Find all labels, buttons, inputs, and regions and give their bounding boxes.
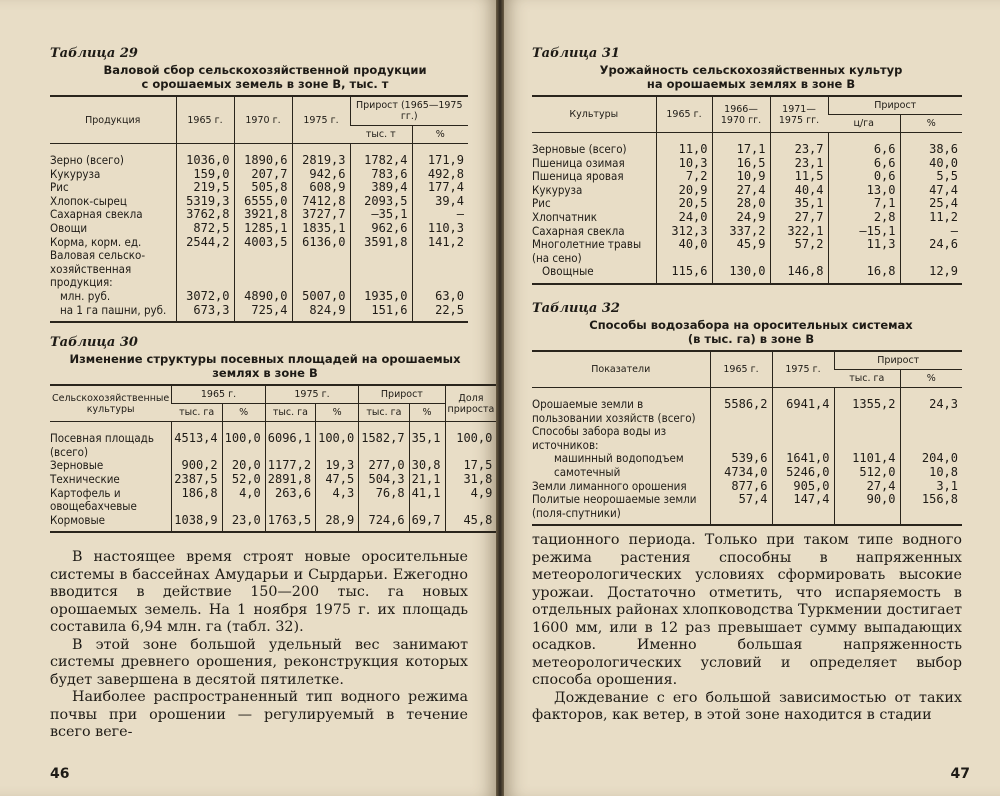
right-page: [504, 0, 1000, 796]
table-31-label: Таблица 31: [532, 46, 620, 61]
table-30-label: Таблица 30: [50, 335, 138, 351]
cell: 608,9: [292, 181, 350, 195]
cell: 1582,7: [359, 422, 409, 460]
table-row: [532, 133, 962, 157]
left-paragraph-1: В настоящее время строят новые оросительные системы в бассейнах Амударьи и Сырдарьи. Ежегодно вводится в действие 150—200 тыс. га новых орошаемых земель. На 1 ноября 1975 г. их площадь составила 6,94 млн. га (табл. 32).: [50, 549, 468, 636]
cell: 312,3: [656, 225, 712, 239]
table-30-title: [50, 352, 480, 380]
cell: 6941,4: [772, 387, 834, 425]
page-number-right: 47: [950, 766, 970, 782]
cell: 673,3: [176, 304, 234, 323]
cell: 4,3: [316, 487, 359, 514]
cell: 16,8: [828, 265, 900, 284]
row-label: Зерновые (всего): [532, 142, 627, 156]
t29-head-growth-pct: %: [412, 126, 468, 144]
cell: 1641,0: [772, 452, 834, 466]
cell: 1935,0: [350, 290, 412, 304]
table-row: [532, 238, 962, 265]
cell: 6,6: [828, 157, 900, 171]
row-label: Картофель и овощебахчевые: [50, 485, 137, 514]
row-label: Пшеница озимая: [532, 155, 625, 170]
table-row: [50, 459, 496, 473]
cell: 905,0: [772, 480, 834, 494]
cell: 872,5: [176, 222, 234, 236]
cell: 63,0: [412, 290, 468, 304]
cell: 31,8: [445, 473, 496, 487]
table-row: [532, 157, 962, 171]
row-label: Орошаемые земли в пользовании хозяйств (всего): [532, 396, 696, 425]
t31-head-growth: Прирост: [828, 96, 962, 115]
cell: 186,8: [172, 487, 222, 514]
table-32-title-line-2: (в тыс. га) в зоне В: [687, 331, 815, 346]
table-29-label: Таблица 29: [50, 46, 138, 61]
table-30-title-line-2: землях в зоне В: [212, 366, 318, 381]
cell: 35,1: [409, 422, 445, 460]
cell: 16,5: [712, 157, 770, 171]
table-row: [50, 144, 468, 168]
cell: 504,3: [359, 473, 409, 487]
cell: 2819,3: [292, 144, 350, 168]
table-row: [50, 422, 496, 460]
cell: 76,8: [359, 487, 409, 514]
row-label: Пшеница яровая: [532, 169, 624, 184]
cell: 100,0: [222, 422, 265, 460]
cell: 824,9: [292, 304, 350, 323]
cell: 4513,4: [172, 422, 222, 460]
cell: 6555,0: [234, 195, 292, 209]
t32-head-1975: 1975 г.: [772, 351, 834, 388]
t31-head-1966-1970: 1966— 1970 гг.: [712, 96, 770, 133]
cell: 3921,8: [234, 208, 292, 222]
cell: 6136,0: [292, 236, 350, 250]
row-label: Валовая сельско-хозяйственная продукция:: [50, 248, 146, 290]
t29-head-1965: 1965 г.: [176, 96, 234, 144]
t30-head-share: Доля прироста: [445, 385, 496, 422]
cell: 322,1: [770, 225, 828, 239]
row-label: Рис: [50, 180, 69, 195]
cell: 962,6: [350, 222, 412, 236]
cell: 1038,9: [172, 514, 222, 533]
row-label: Овощные: [532, 265, 656, 284]
t31-head-1971-1975: 1971— 1975 гг.: [770, 96, 828, 133]
cell: 277,0: [359, 459, 409, 473]
cell: 13,0: [828, 184, 900, 198]
cell: 57,2: [770, 238, 828, 265]
t29-head-product: Продукция: [50, 96, 176, 144]
t31-head-crops: Культуры: [532, 96, 656, 133]
cell: 4734,0: [710, 466, 772, 480]
cell: 539,6: [710, 452, 772, 466]
row-label: Хлопок-сырец: [50, 193, 127, 208]
t30-head-ha: тыс. га: [265, 404, 315, 422]
cell: 5319,3: [176, 195, 234, 209]
cell: 783,6: [350, 168, 412, 182]
table-row: [50, 181, 468, 195]
cell: 2544,2: [176, 236, 234, 250]
t31-head-growth-abs: ц/га: [828, 115, 900, 133]
table-29-title-line-1: Валовой сбор сельскохозяйственной продукции: [103, 63, 427, 77]
cell: 1177,2: [265, 459, 315, 473]
table-row: [532, 170, 962, 184]
t29-head-growth: Прирост (1965—1975 гг.): [350, 96, 468, 126]
cell: 492,8: [412, 168, 468, 182]
cell: 3072,0: [176, 290, 234, 304]
cell: 19,3: [316, 459, 359, 473]
cell: 5007,0: [292, 290, 350, 304]
cell: 146,8: [770, 265, 828, 284]
table-32-label: Таблица 32: [532, 300, 620, 316]
cell: 4003,5: [234, 236, 292, 250]
row-label: Зерно (всего): [50, 153, 124, 167]
cell: 11,3: [828, 238, 900, 265]
cell: 47,4: [900, 184, 962, 198]
table-row: [532, 452, 962, 466]
cell: 1890,6: [234, 144, 292, 168]
cell: 219,5: [176, 181, 234, 195]
cell: 0,6: [828, 170, 900, 184]
t29-head-1975: 1975 г.: [292, 96, 350, 144]
t30-head-crops: Сельскохозяйственные культуры: [50, 385, 172, 422]
cell: 724,6: [359, 514, 409, 533]
cell: 17,5: [445, 459, 496, 473]
cell: 27,7: [770, 211, 828, 225]
row-label: Кормовые: [50, 514, 172, 533]
cell: [710, 425, 772, 452]
t29-head-1970: 1970 г.: [234, 96, 292, 144]
cell: 5,5: [900, 170, 962, 184]
cell: 28,9: [316, 514, 359, 533]
cell: 151,6: [350, 304, 412, 323]
cell: 1036,0: [176, 144, 234, 168]
row-label: Политые неорошаемые земли (поля-спутники): [532, 493, 710, 525]
table-32-title-line-1: Способы водозабора на оросительных системах: [589, 317, 913, 332]
cell: 263,6: [265, 487, 315, 514]
cell: 1763,5: [265, 514, 315, 533]
table-row: [532, 225, 962, 239]
cell: 28,0: [712, 197, 770, 211]
cell: 942,6: [292, 168, 350, 182]
cell: 2891,8: [265, 473, 315, 487]
cell: 159,0: [176, 168, 234, 182]
cell: 10,9: [712, 170, 770, 184]
table-row: [532, 265, 962, 284]
table-row: [50, 195, 468, 209]
table-row: [532, 480, 962, 494]
row-label: Кукуруза: [50, 166, 101, 181]
cell: [292, 249, 350, 290]
cell: 337,2: [712, 225, 770, 239]
row-label: Сахарная свекла: [532, 223, 625, 238]
cell: 10,3: [656, 157, 712, 171]
table-32: [532, 350, 962, 526]
cell: 725,4: [234, 304, 292, 323]
row-label: Земли лиманного орошения: [532, 478, 687, 493]
table-31: [532, 95, 962, 285]
cell: 39,4: [412, 195, 468, 209]
table-row: [532, 184, 962, 198]
table-row: [50, 249, 468, 290]
cell: 57,4: [710, 493, 772, 525]
t32-head-indicators: Показатели: [532, 351, 710, 388]
table-row: [50, 514, 496, 533]
cell: 21,1: [409, 473, 445, 487]
table-row: [532, 211, 962, 225]
table-row: [50, 487, 496, 514]
cell: [350, 249, 412, 290]
cell: 141,2: [412, 236, 468, 250]
cell: 100,0: [445, 422, 496, 460]
right-paragraph-2: Дождевание с его большой зависимостью от таких факторов, как ветер, в этой зоне находится в стадии: [532, 689, 962, 724]
row-label: Многолетние травы (на сено): [532, 237, 642, 265]
cell: [900, 425, 962, 452]
cell: 24,9: [712, 211, 770, 225]
cell: 90,0: [834, 493, 900, 525]
cell: 505,8: [234, 181, 292, 195]
cell: 130,0: [712, 265, 770, 284]
table-row: [532, 466, 962, 480]
table-row: [50, 168, 468, 182]
cell: 2,8: [828, 211, 900, 225]
cell: 11,0: [656, 133, 712, 157]
cell: 7412,8: [292, 195, 350, 209]
cell: 900,2: [172, 459, 222, 473]
cell: 147,4: [772, 493, 834, 525]
cell: 23,0: [222, 514, 265, 533]
t30-head-growth: Прирост: [359, 385, 445, 404]
table-row: [50, 236, 468, 250]
cell: [412, 249, 468, 290]
table-row: [532, 425, 962, 452]
table-row: [50, 222, 468, 236]
row-label: машинный водоподъем: [554, 451, 684, 466]
cell: 1835,1: [292, 222, 350, 236]
cell: [772, 425, 834, 452]
cell: 11,5: [770, 170, 828, 184]
table-29-title: [50, 63, 480, 91]
cell: 52,0: [222, 473, 265, 487]
cell: 45,9: [712, 238, 770, 265]
cell: 12,9: [900, 265, 962, 284]
left-paragraph-2: В этой зоне большой удельный вес занимают системы древнего орошения, реконструкция которых будет завершена в десятой пятилетке.: [50, 636, 468, 688]
t30-head-ha: тыс. га: [172, 404, 222, 422]
cell: 23,1: [770, 157, 828, 171]
cell: 1285,1: [234, 222, 292, 236]
t31-head-1965: 1965 г.: [656, 96, 712, 133]
cell: 877,6: [710, 480, 772, 494]
cell: [176, 249, 234, 290]
cell: 5586,2: [710, 387, 772, 425]
cell: 7,2: [656, 170, 712, 184]
t32-head-growth-pct: %: [900, 369, 962, 387]
cell: —: [900, 225, 962, 239]
table-31-title: [532, 63, 970, 91]
row-label: Технические: [50, 471, 120, 486]
cell: 177,4: [412, 181, 468, 195]
cell: 100,0: [316, 422, 359, 460]
cell: 5246,0: [772, 466, 834, 480]
cell: 389,4: [350, 181, 412, 195]
cell: 40,0: [656, 238, 712, 265]
row-label: Корма, корм. ед.: [50, 234, 142, 249]
cell: [234, 249, 292, 290]
cell: 1101,4: [834, 452, 900, 466]
row-label: Зерновые: [50, 458, 104, 473]
cell: 204,0: [900, 452, 962, 466]
table-29: [50, 95, 468, 323]
cell: 3,1: [900, 480, 962, 494]
cell: 40,0: [900, 157, 962, 171]
t30-head-1975: 1975 г.: [265, 385, 358, 404]
table-row: [50, 473, 496, 487]
cell: 3727,7: [292, 208, 350, 222]
row-label: Посевная площадь (всего): [50, 431, 154, 459]
cell: 156,8: [900, 493, 962, 525]
cell: 45,8: [445, 514, 496, 533]
cell: 2387,5: [172, 473, 222, 487]
cell: 11,2: [900, 211, 962, 225]
cell: 6,6: [828, 133, 900, 157]
cell: —: [412, 208, 468, 222]
cell: 10,8: [900, 466, 962, 480]
table-row: [532, 387, 962, 425]
cell: 69,7: [409, 514, 445, 533]
table-32-title: [532, 318, 970, 346]
cell: 35,1: [770, 197, 828, 211]
cell: 4,0: [222, 487, 265, 514]
t31-head-growth-pct: %: [900, 115, 962, 133]
cell: [834, 425, 900, 452]
cell: 512,0: [834, 466, 900, 480]
cell: —35,1: [350, 208, 412, 222]
cell: 3591,8: [350, 236, 412, 250]
book-gutter: [496, 0, 504, 796]
cell: 22,5: [412, 304, 468, 323]
cell: 4890,0: [234, 290, 292, 304]
table-row: [50, 290, 468, 304]
cell: —15,1: [828, 225, 900, 239]
cell: 47,5: [316, 473, 359, 487]
cell: 27,4: [834, 480, 900, 494]
t32-head-1965: 1965 г.: [710, 351, 772, 388]
cell: 1782,4: [350, 144, 412, 168]
cell: 2093,5: [350, 195, 412, 209]
t29-head-growth-abs: тыс. т: [350, 126, 412, 144]
table-29-title-line-2: с орошаемых земель в зоне В, тыс. т: [141, 77, 389, 91]
row-label: Кукуруза: [532, 182, 583, 197]
cell: 110,3: [412, 222, 468, 236]
row-label: на 1 га пашни, руб.: [50, 304, 176, 323]
table-31-title-line-2: на орошаемых землях в зоне В: [646, 77, 856, 91]
table-30-title-line-1: Изменение структуры посевных площадей на орошаемых: [69, 352, 461, 367]
cell: 1355,2: [834, 387, 900, 425]
cell: 40,4: [770, 184, 828, 198]
cell: 30,8: [409, 459, 445, 473]
row-label: Способы забора воды из источников:: [532, 424, 667, 452]
left-paragraph-3: Наиболее распространенный тип водного режима почвы при орошении — регулируемый в течение всего веге-: [50, 689, 468, 741]
cell: 7,1: [828, 197, 900, 211]
table-row: [532, 197, 962, 211]
cell: 27,4: [712, 184, 770, 198]
table-30: [50, 384, 496, 533]
row-label: Хлопчатник: [532, 209, 598, 224]
t32-head-growth-abs: тыс. га: [834, 369, 900, 387]
t32-head-growth: Прирост: [834, 351, 962, 370]
cell: 171,9: [412, 144, 468, 168]
row-label: Овощи: [50, 220, 88, 235]
table-row: [532, 493, 962, 525]
cell: 207,7: [234, 168, 292, 182]
page-number-left: 46: [50, 766, 70, 782]
row-label: самотечный: [554, 464, 621, 479]
cell: 38,6: [900, 133, 962, 157]
row-label: Рис: [532, 196, 551, 211]
table-row: [50, 304, 468, 323]
table-31-title-line-1: Урожайность сельскохозяйственных культур: [599, 63, 903, 77]
t30-head-pct: %: [409, 404, 445, 422]
t30-head-pct: %: [222, 404, 265, 422]
cell: 6096,1: [265, 422, 315, 460]
cell: 3762,8: [176, 208, 234, 222]
cell: 115,6: [656, 265, 712, 284]
left-page: [0, 0, 496, 796]
t30-head-ha: тыс. га: [359, 404, 409, 422]
cell: 20,0: [222, 459, 265, 473]
cell: 24,6: [900, 238, 962, 265]
cell: 24,3: [900, 387, 962, 425]
row-label: млн. руб.: [60, 288, 111, 303]
t30-head-1965: 1965 г.: [172, 385, 265, 404]
cell: 24,0: [656, 211, 712, 225]
right-paragraph-1: тационного периода. Только при таком типе водного режима растения способны в напряженных метеорологических условиях сформировать высокие урожаи. Достаточно отметить, что испаряемость в отдельных районах хлопководства Туркмении достигает 1600 мм, или в 12 раз превышает сумму выпадающих осадков. Именно большая напряженность метеорологических условий и определяет выбор способа орошения.: [532, 532, 962, 689]
cell: 20,5: [656, 197, 712, 211]
cell: 4,9: [445, 487, 496, 514]
table-row: [50, 208, 468, 222]
t30-head-pct: %: [316, 404, 359, 422]
row-label: Сахарная свекла: [50, 207, 143, 222]
cell: 17,1: [712, 133, 770, 157]
cell: 20,9: [656, 184, 712, 198]
cell: 23,7: [770, 133, 828, 157]
cell: 25,4: [900, 197, 962, 211]
cell: 41,1: [409, 487, 445, 514]
